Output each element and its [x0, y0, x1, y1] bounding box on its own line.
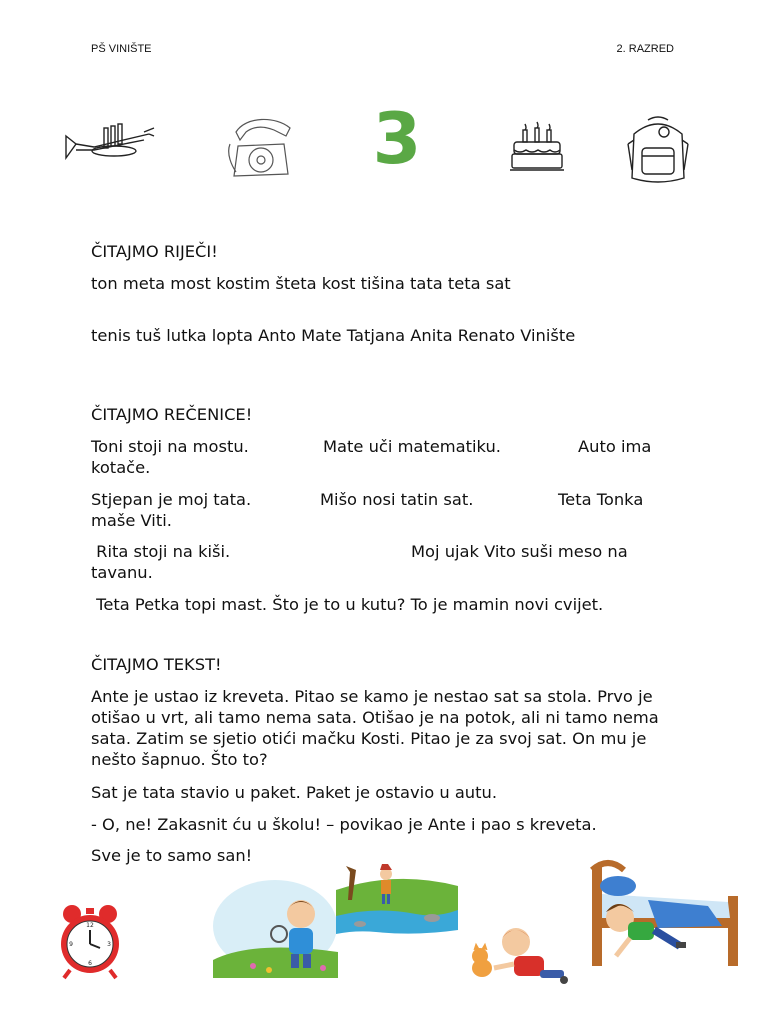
svg-text:9: 9	[69, 941, 73, 948]
sentence-row-4: Teta Petka topi mast. Što je to u kutu? To je mamin novi cvijet.	[91, 595, 604, 614]
svg-text:3: 3	[107, 941, 111, 948]
svg-text:12: 12	[86, 922, 94, 929]
word-line-2: tenis tuš lutka lopta Anto Mate Tatjana Anita Renato Vinište	[91, 326, 576, 345]
story-paragraph-2: Sat je tata stavio u paket. Paket je ostavio u autu.	[91, 783, 497, 802]
boy-falling-bed-illustration	[588, 856, 746, 976]
grade-label: 2. RAZRED	[616, 43, 674, 55]
school-name: PŠ VINIŠTE	[91, 43, 152, 55]
telephone-icon	[226, 114, 296, 182]
sentence-row-1	[91, 436, 669, 478]
sentence: Auto ima	[578, 437, 652, 456]
sentence-row-2	[91, 489, 669, 531]
sentence: Mate uči matematiku.	[323, 437, 501, 456]
sentence: Teta Tonka	[558, 490, 644, 509]
section-title-words: ČITAJMO RIJEČI!	[91, 242, 218, 261]
sentence: Toni stoji na mostu.	[91, 437, 249, 456]
sentence: kotače.	[91, 458, 151, 477]
story-paragraph-3: - O, ne! Zakasnit ću u školu! – povikao je Ante i pao s kreveta.	[91, 815, 597, 834]
word-line-1: ton meta most kostim šteta kost tišina tata teta sat	[91, 274, 511, 293]
sentence: Stjepan je moj tata.	[91, 490, 252, 509]
backpack-icon	[624, 114, 692, 186]
sentence: Rita stoji na kiši.	[91, 542, 231, 561]
sentence: maše Viti.	[91, 511, 172, 530]
sentence: Mišo nosi tatin sat.	[320, 490, 474, 509]
trumpet-icon	[64, 118, 156, 168]
alarm-clock-icon	[58, 902, 122, 980]
section-title-sentences: ČITAJMO REČENICE!	[91, 405, 253, 424]
number-three: 3	[372, 98, 422, 180]
sentence: tavanu.	[91, 563, 153, 582]
svg-text:6: 6	[88, 960, 92, 967]
cake-icon	[508, 120, 566, 176]
boy-garden-illustration	[213, 880, 338, 978]
story-paragraph-4: Sve je to samo san!	[91, 846, 253, 865]
sentence: Moj ujak Vito suši meso na	[411, 542, 628, 561]
section-title-text: ČITAJMO TEKST!	[91, 655, 222, 674]
river-scene-illustration	[336, 860, 458, 944]
sentence-row-3	[91, 541, 669, 583]
story-paragraph-1: Ante je ustao iz kreveta. Pitao se kamo je nestao sat sa stola. Prvo je otišao u vrt, ali tamo nema sata. Otišao je na potok, ali ni tamo nema sata. Zatim se sjetio otići mačku Kosti. Pitao je za svoj sat. On mu je nešto šapnuo. Što to?	[91, 687, 659, 769]
boy-with-cat-illustration	[464, 918, 570, 992]
